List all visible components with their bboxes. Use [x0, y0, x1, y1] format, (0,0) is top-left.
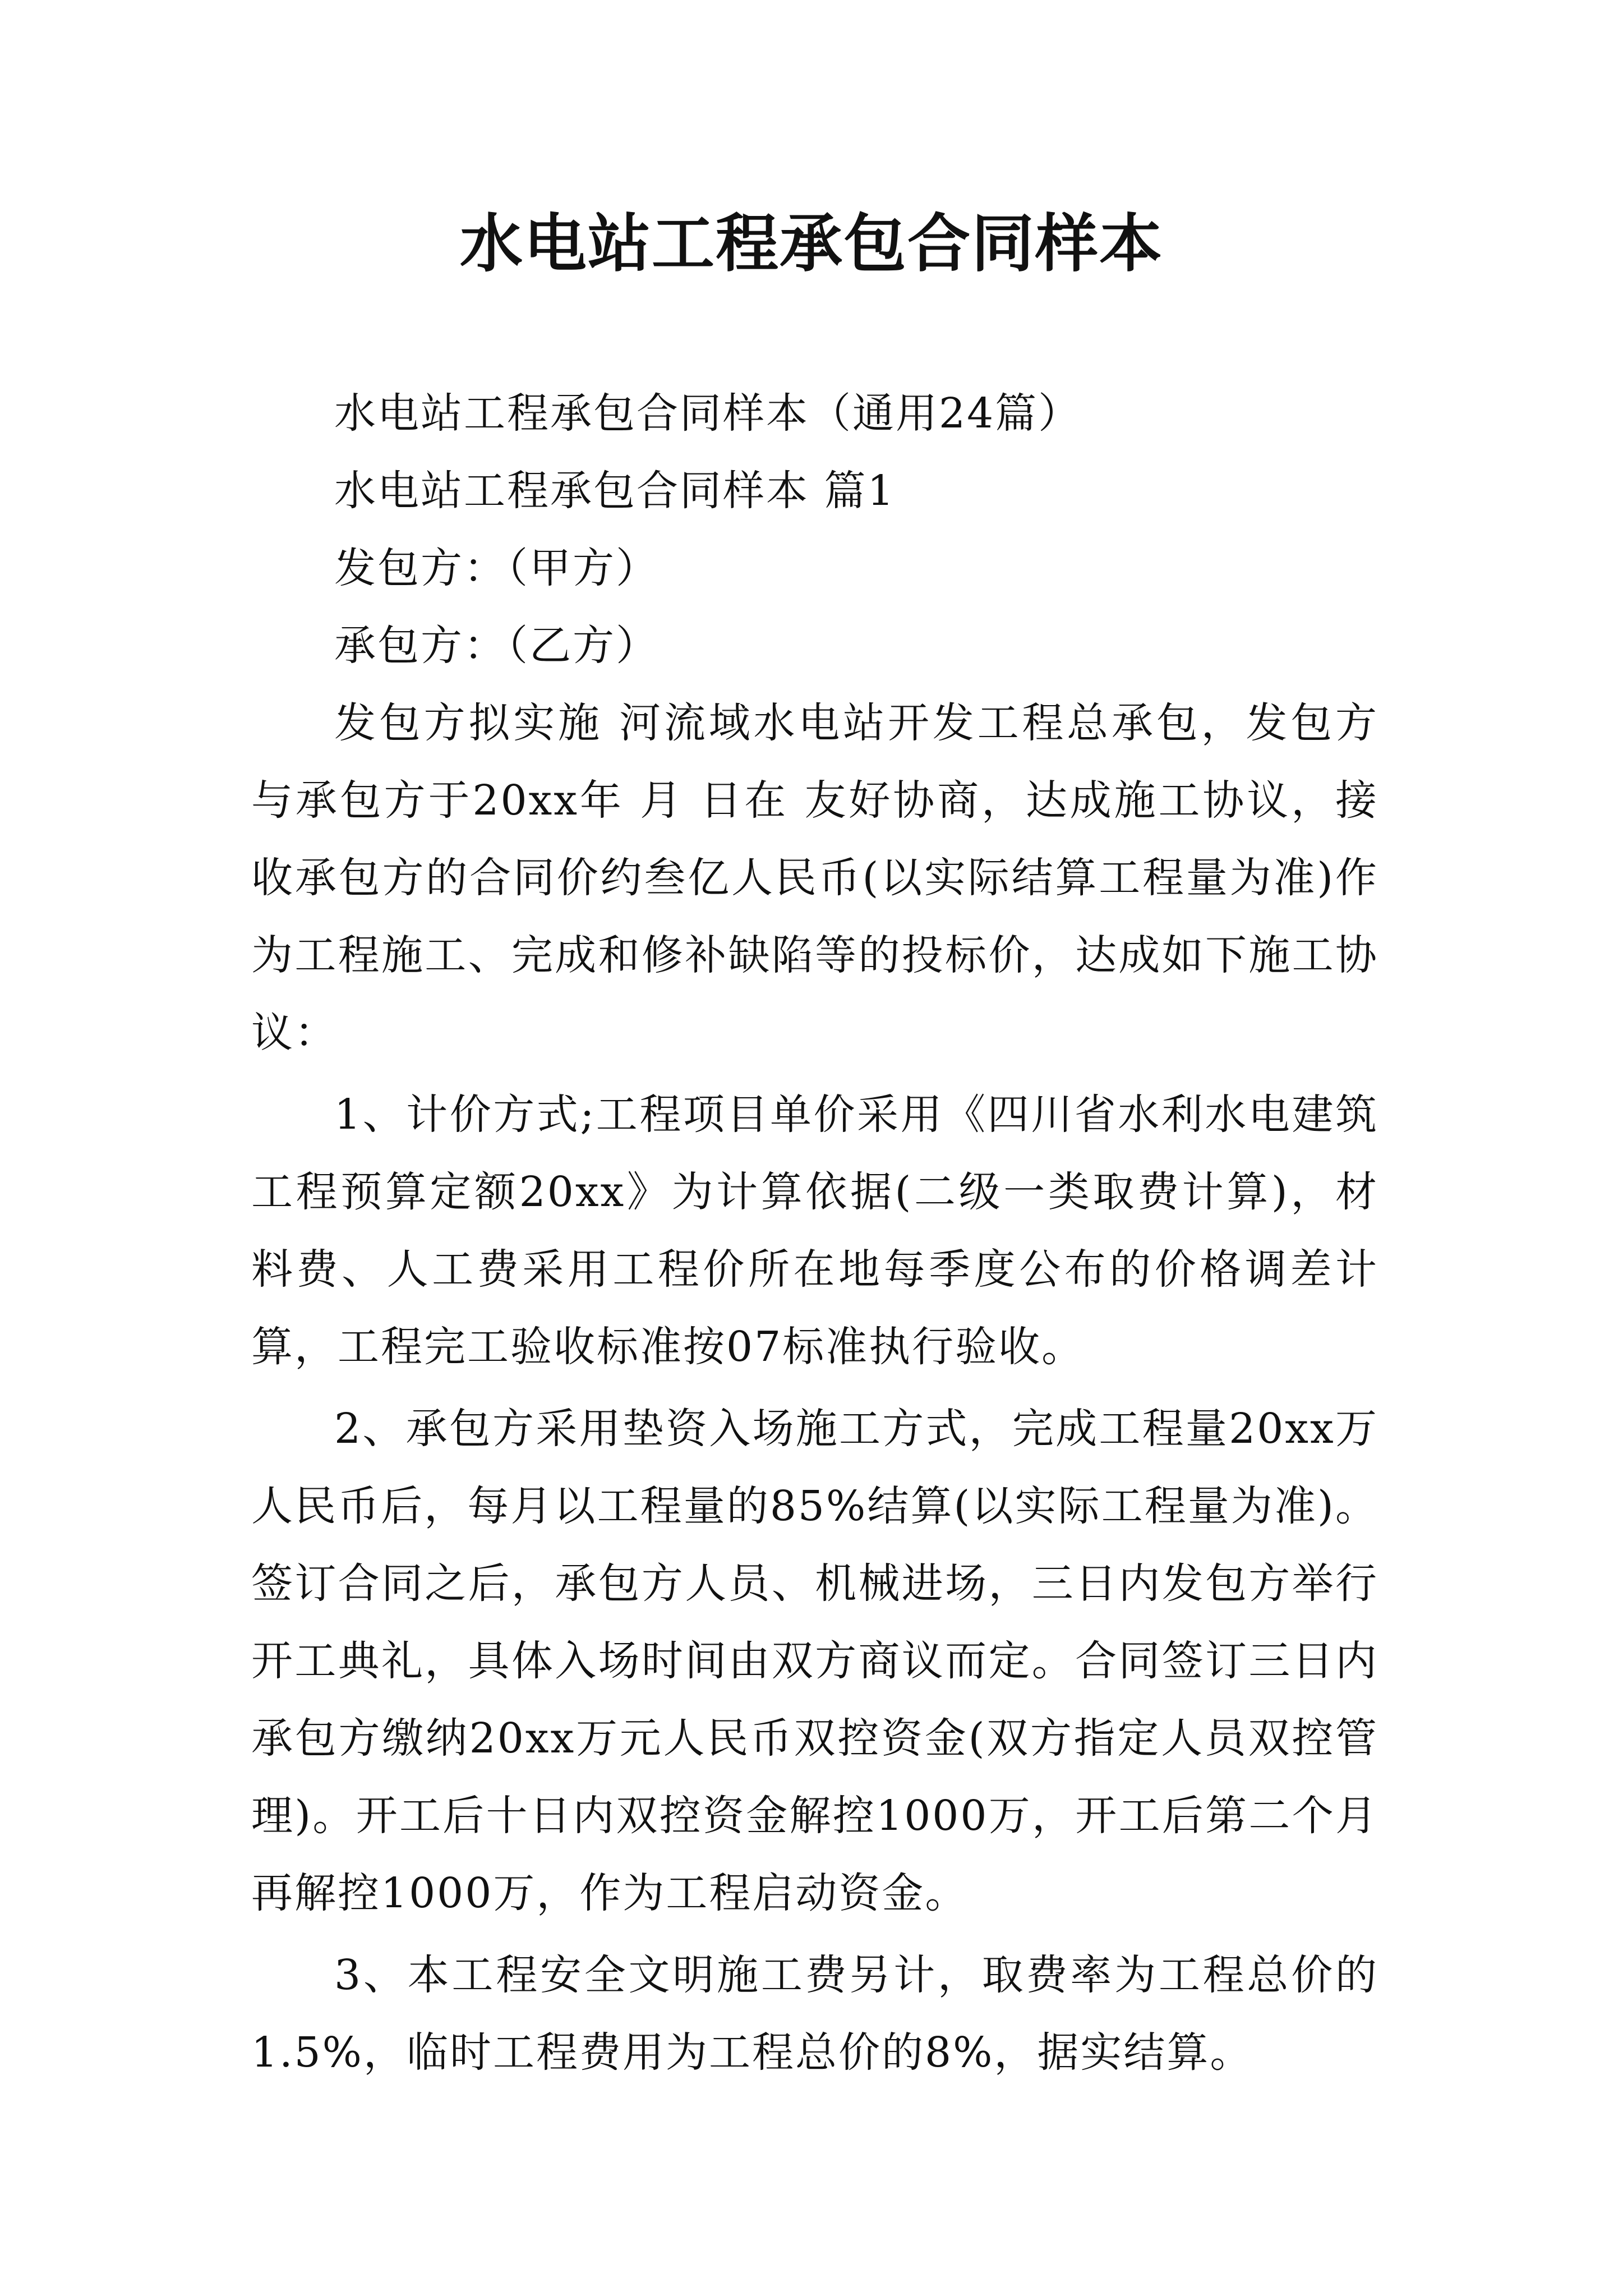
party-a-line: 发包方：（甲方） [334, 544, 659, 592]
document-body [251, 375, 1378, 2091]
clause-1-paragraph: 1、计价方式;工程项目单价采用《四川省水利水电建筑工程预算定额20xx》为计算依据(二级一类取费计算)，材料费、人工费采用工程价所在地每季度公布的价格调差计算，工程完工验收标准按07标准执行验收。 [251, 1091, 1378, 1371]
clause-2-paragraph: 2、承包方采用垫资入场施工方式，完成工程量20xx万人民币后，每月以工程量的85%结算(以实际工程量为准)。签订合同之后，承包方人员、机械进场，三日内发包方举行开工典礼，具体入场时间由双方商议而定。合同签订三日内承包方缴纳20xx万元人民币双控资金(双方指定人员双控管理)。开工后十日内双控资金解控1000万，开工后第二个月再解控1000万，作为工程启动资金。 [251, 1405, 1378, 1917]
section-heading: 水电站工程承包合同样本 篇1 [334, 467, 896, 515]
clause-3-paragraph: 3、本工程安全文明施工费另计，取费率为工程总价的1.5%，临时工程费用为工程总价的8%，据实结算。 [251, 1951, 1378, 2077]
subtitle-paragraph: 水电站工程承包合同样本（通用24篇） [334, 389, 1082, 438]
document-title: 水电站工程承包合同样本 [460, 207, 1163, 280]
intro-paragraph: 发包方拟实施 河流域水电站开发工程总承包，发包方与承包方于20xx年 月 日在 友好协商，达成施工协议，接收承包方的合同价约叁亿人民币(以实际结算工程量为准)作为工程施工、完成和修补缺陷等的投标价，达成如下施工协议： [251, 699, 1378, 1057]
party-b-line: 承包方：（乙方） [334, 622, 659, 670]
